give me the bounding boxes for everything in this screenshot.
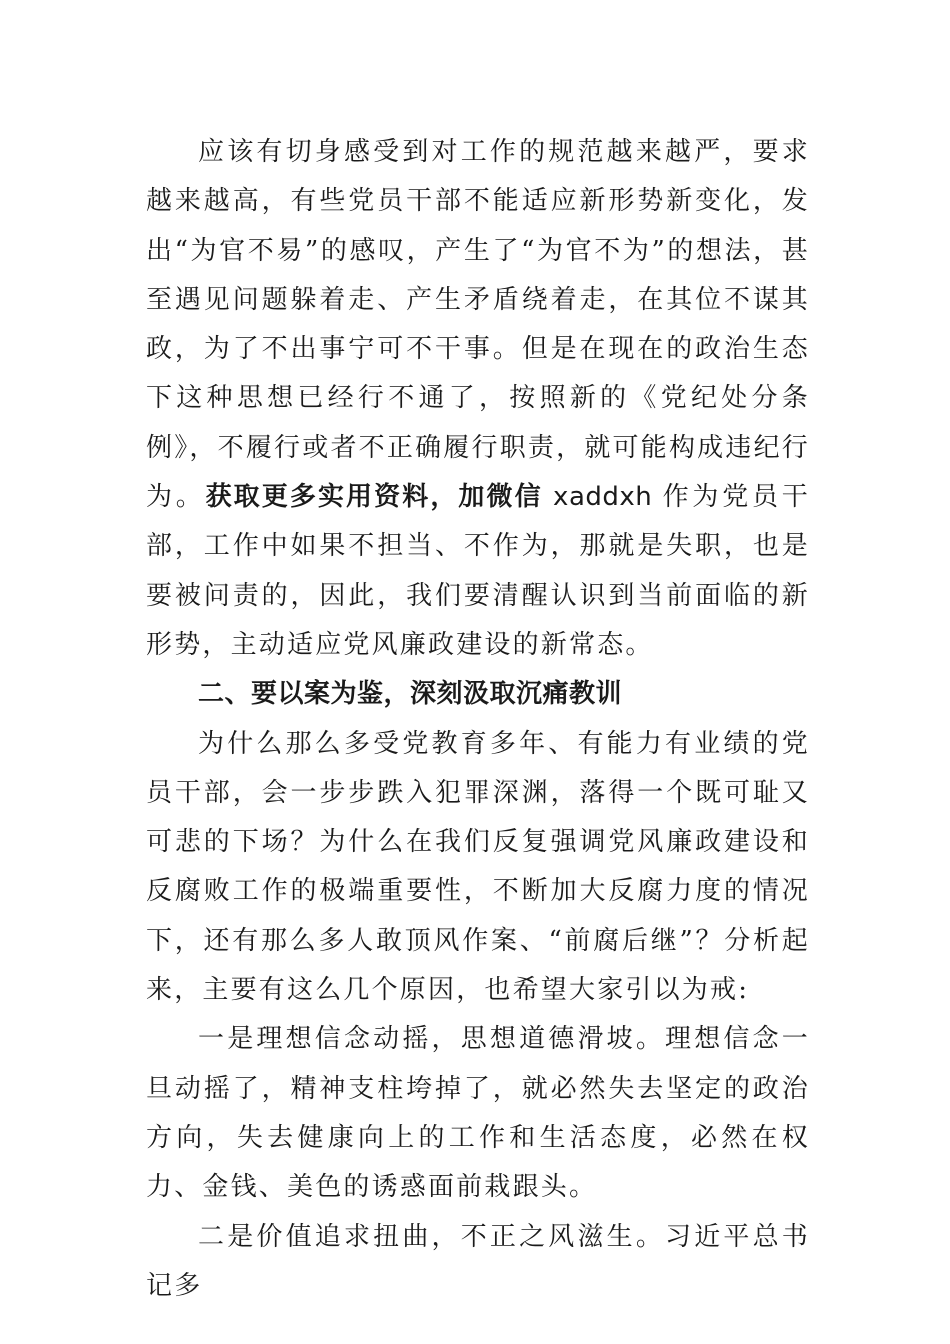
paragraph-1-continued: 作为党员干部，工作中如果不担当、不作为，那就是失职，也是要被问责的，因此，我们要清醒认识到当前面临的新形势，主动适应党风廉政建设的新常态。 <box>146 482 810 660</box>
paragraph-3: 一是理想信念动摇，思想道德滑坡。理想信念一旦动摇了，精神支柱垮掉了，就必然失去坚定的政治方向，失去健康向上的工作和生活态度，必然在权力、金钱、美色的诱惑面前栽跟头。 <box>146 1024 810 1203</box>
paragraph-2: 为什么那么多受党教育多年、有能力有业绩的党员干部，会一步步跌入犯罪深渊，落得一个既可耻又可悲的下场？为什么在我们反复强调党风廉政建设和反腐败工作的极端重要性，不断加大反腐力度的情况下，还有那么多人敢顶风作案、“前腐后继”？分析起来，主要有这么几个原因，也希望大家引以为戒: <box>146 728 810 1006</box>
paragraph-4: 二是价值追求扭曲，不正之风滋生。习近平总书记多 <box>146 1221 810 1301</box>
section-heading: 二、要以案为鉴，深刻汲取沉痛教训 <box>198 679 623 710</box>
wechat-id: xaddxh <box>542 482 663 513</box>
paragraph-1 <box>146 128 810 670</box>
paragraph-1-text: 应该有切身感受到对工作的规范越来越严，要求越来越高，有些党员干部不能适应新形势新变化，发出“为官不易”的感叹，产生了“为官不为”的想法，甚至遇见问题躲着走、产生矛盾绕着走，在其位不谋其政，为了不出事宁可不干事。但是在现在的政治生态下这种思想已经行不通了，按照新的《党纪处分条例》，不履行或者不正确履行职责，就可能构成违纪行为。 <box>146 137 810 513</box>
document-page <box>146 128 810 1311</box>
promo-text: 获取更多实用资料，加微信 <box>205 482 543 513</box>
